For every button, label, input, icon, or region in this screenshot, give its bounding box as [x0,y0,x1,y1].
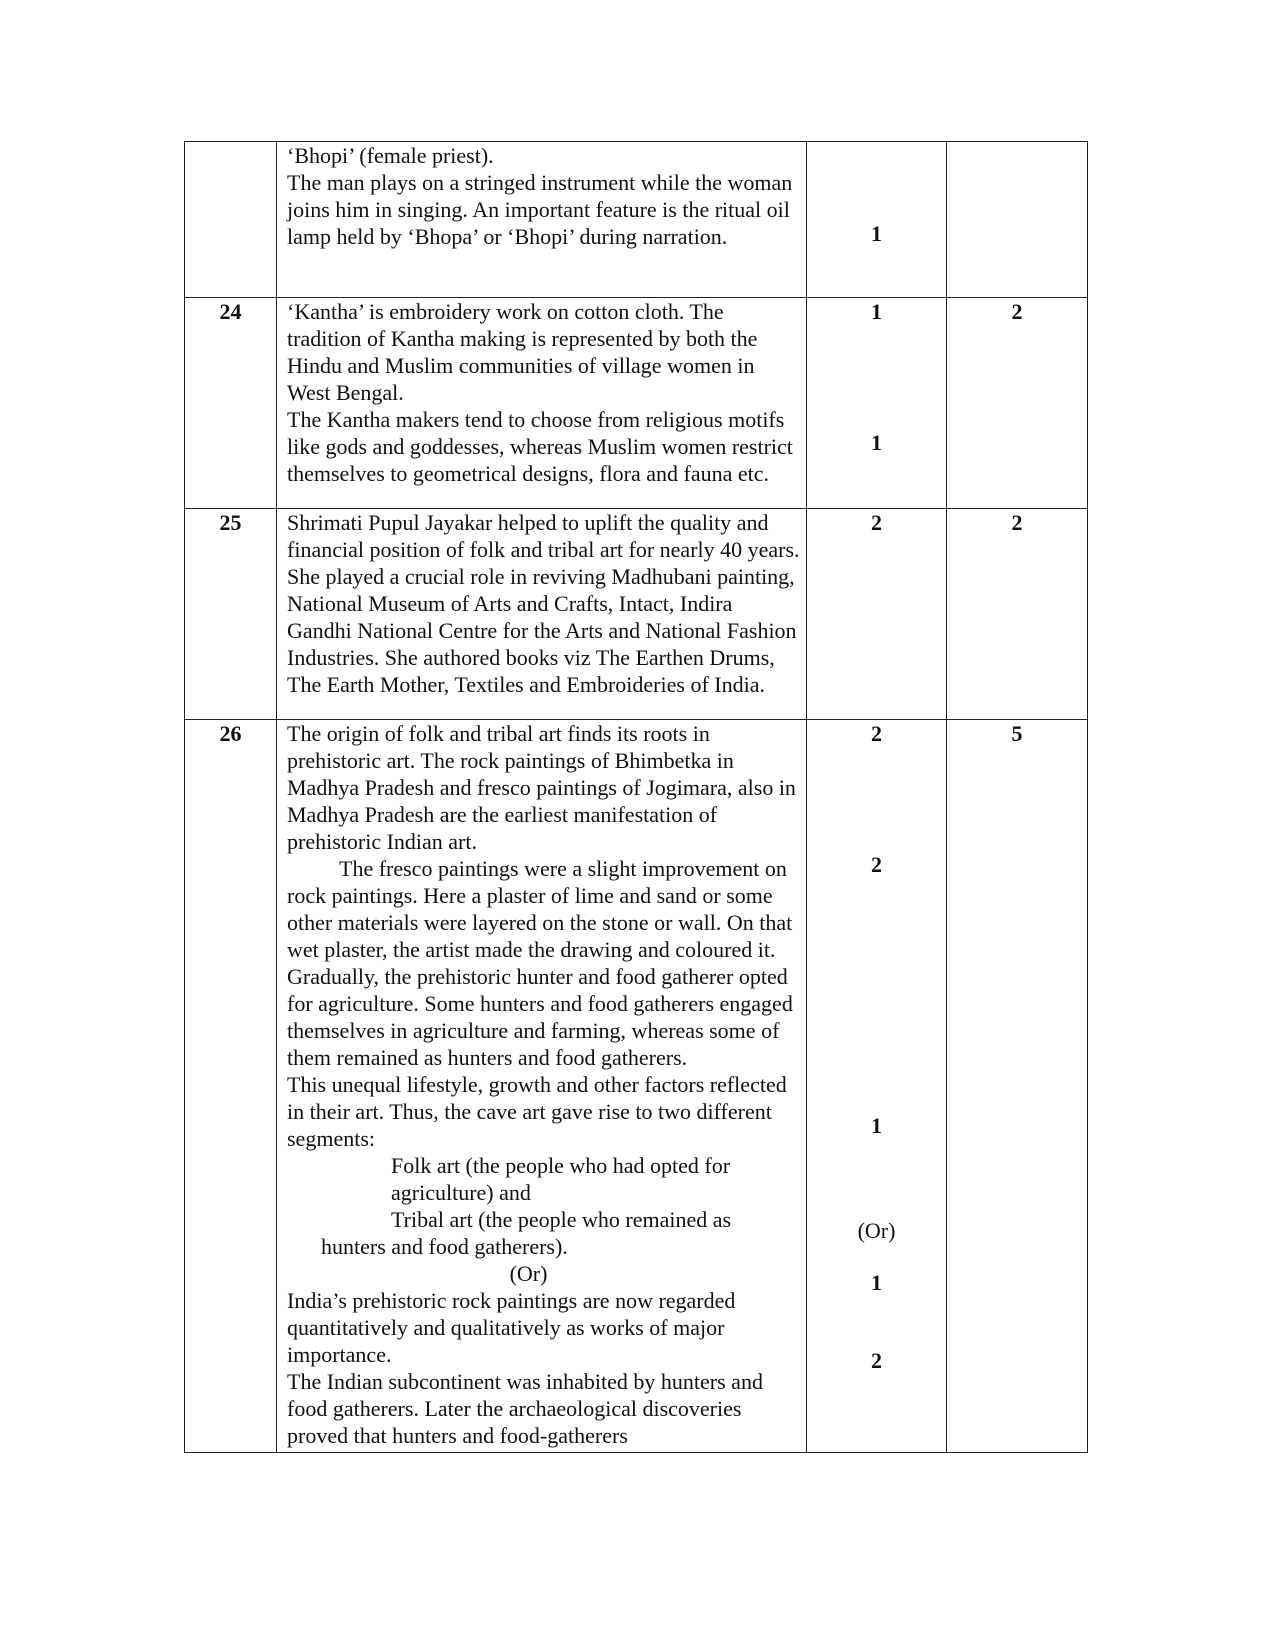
answer-paragraph: This unequal lifestyle, growth and other factors reflected in their art. Thus, the cave art gave rise to two different segments: [287,1072,787,1151]
mark-value: 2 [871,1348,882,1373]
marks-cell [807,298,947,509]
marks-cell [807,720,947,1453]
mark-value: 1 [871,1270,882,1295]
answer-paragraph: ‘Kantha’ is embroidery work on cotton cloth. The tradition of Kantha making is represented by both the Hindu and Muslim communities of village women in West Bengal. [287,299,758,405]
question-number: 25 [185,509,277,720]
answer-paragraph: Shrimati Pupul Jayakar helped to uplift the quality and financial position of folk and tribal art for nearly 40 years. She played a crucial role in reviving Madhubani painting, National Museum of Arts and Crafts, Intact, Indira Gandhi National Centre for the Arts and National Fashion Industries. She authored books viz The Earthen Drums, The Earth Mother, Textiles and Embroideries of India. [287,510,800,697]
answer-paragraph: The man plays on a stringed instrument while the woman joins him in singing. An important feature is the ritual oil lamp held by ‘Bhopa’ or ‘Bhopi’ during narration. [287,170,793,249]
marks-cell [807,509,947,720]
table-row [185,298,1088,509]
answer-paragraph: The origin of folk and tribal art finds its roots in prehistoric art. The rock paintings of Bhimbetka in Madhya Pradesh and fresco paintings of Jogimara, also in Madhya Pradesh are the earliest manifestation of prehistoric Indian art. [287,721,796,854]
table-row [185,142,1088,298]
mark-value: 1 [871,299,882,324]
total-marks: 2 [947,298,1088,509]
or-separator: (Or) [509,1261,548,1286]
mark-value: 2 [871,852,882,877]
answer-paragraph: The fresco paintings were a slight improvement on rock paintings. Here a plaster of lime and sand or some other materials were layered on the stone or wall. On that wet plaster, the artist made the drawing and coloured it. Gradually, the prehistoric hunter and food gatherer opted for agriculture. Some hunters and food gatherers engaged themselves in agriculture and farming, whereas some of them remained as hunters and food gatherers. [287,856,793,1070]
question-number: 24 [185,298,277,509]
answer-cell [277,142,807,298]
answer-paragraph: ‘Bhopi’ (female priest). [287,143,494,168]
answer-list-item-continued: hunters and food gatherers). [321,1234,568,1259]
answer-cell [277,298,807,509]
marks-cell [807,142,947,298]
marking-scheme-table [184,141,1088,1453]
answer-list-item: Tribal art (the people who remained as [391,1207,732,1232]
mark-or-label: (Or) [857,1218,896,1243]
mark-value: 2 [871,721,882,746]
mark-value: 1 [871,1113,882,1138]
mark-value: 1 [871,221,882,246]
answer-list-item: Folk art (the people who had opted for agriculture) and [391,1153,731,1205]
total-marks: 2 [947,509,1088,720]
table-row [185,509,1088,720]
total-marks [947,142,1088,298]
answer-paragraph: India’s prehistoric rock paintings are now regarded quantitatively and qualitatively as works of major importance. [287,1288,736,1367]
mark-value: 1 [871,430,882,455]
answer-paragraph: The Indian subcontinent was inhabited by hunters and food gatherers. Later the archaeological discoveries proved that hunters and food-gatherers [287,1369,763,1448]
answer-cell [277,509,807,720]
question-number: 26 [185,720,277,1453]
table-row [185,720,1088,1453]
total-marks: 5 [947,720,1088,1453]
mark-value: 2 [871,510,882,535]
answer-cell [277,720,807,1453]
question-number [185,142,277,298]
answer-paragraph: The Kantha makers tend to choose from religious motifs like gods and goddesses, whereas Muslim women restrict themselves to geometrical designs, flora and fauna etc. [287,407,793,486]
